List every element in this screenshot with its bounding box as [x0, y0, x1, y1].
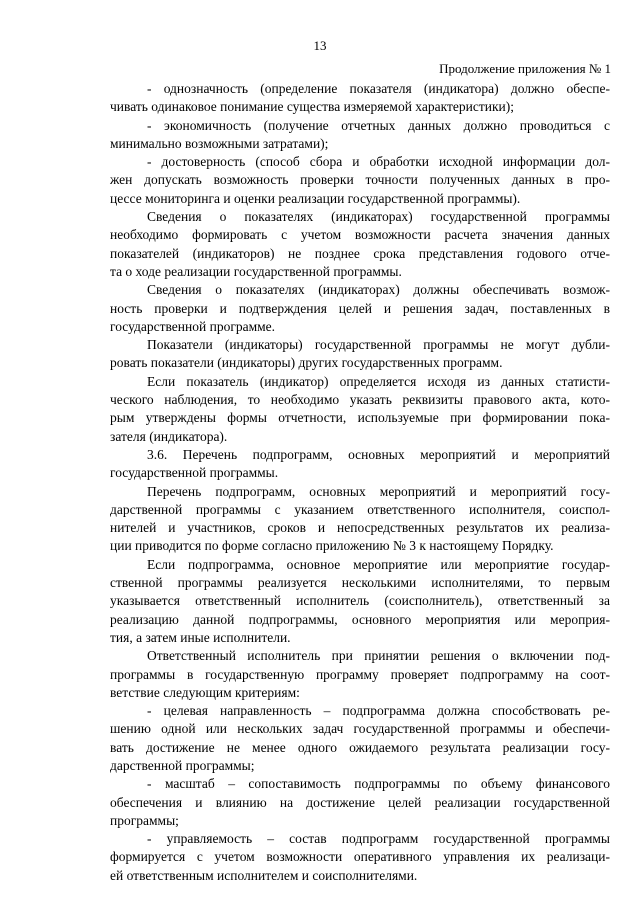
text-line: чивать одинаковое понимание существа измеряемой характеристики); [110, 99, 515, 115]
text-line: государственной программы. [110, 465, 279, 481]
text-line: шению одной или нескольких задач государственной программы и обеспечи- [110, 721, 610, 737]
text-line: ческого наблюдения, то необходимо указать реквизиты правового акта, кото- [110, 392, 610, 408]
text-line: Ответственный исполнитель при принятии решения о включении под- [147, 648, 610, 664]
text-line: дарственной программы; [110, 757, 255, 773]
text-line: вать достижение не менее одного ожидаемого результата реализации госу- [110, 739, 610, 755]
text-line: Показатели (индикаторы) государственной программы не могут дубли- [147, 337, 610, 353]
text-line: Если подпрограмма, основное мероприятие или мероприятие государ- [147, 556, 610, 572]
text-line: Перечень подпрограмм, основных мероприятий и мероприятий госу- [147, 483, 610, 499]
text-line: - масштаб – сопоставимость подпрограммы по объему финансового [147, 776, 610, 792]
text-line: зателя (индикатора). [110, 428, 228, 444]
text-line: - целевая направленность – подпрограмма должна способствовать ре- [147, 703, 610, 719]
text-line: - однозначность (определение показателя (индикатора) должно обеспе- [147, 81, 610, 96]
text-line: необходимо формировать с учетом возможности расчета значения данных [110, 227, 610, 243]
text-line: нителей и участников, сроков и непосредственных результатов их реализа- [110, 520, 610, 536]
text-line: рым утверждены формы отчетности, используемые при формировании пока- [110, 410, 610, 426]
text-line: Если показатель (индикатор) определяется исходя из данных статисти- [147, 373, 610, 389]
text-line: дарственной программы с указанием ответственного исполнителя, соиспол- [110, 501, 610, 517]
text-line: минимально возможными затратами); [110, 135, 329, 151]
page-number: 13 [313, 38, 327, 53]
text-line: обеспечения и влиянию на достижение целей реализации государственной [110, 794, 610, 810]
text-line: тия, а затем иные исполнители. [110, 629, 291, 645]
text-line: - управляемость – состав подпрограмм государственной программы [147, 831, 610, 847]
text-line: - достоверность (способ сбора и обработки исходной информации дол- [147, 154, 610, 170]
text-line: цессе мониторинга и оценки реализации государственной программы). [110, 190, 521, 206]
text-line: та о ходе реализации государственной программы. [110, 263, 402, 279]
text-line: Сведения о показателях (индикаторах) должны обеспечивать возмож- [147, 282, 610, 298]
text-line: ровать показатели (индикаторы) других государственных программ. [110, 355, 503, 371]
text-line: 3.6. Перечень подпрограмм, основных мероприятий и мероприятий [147, 446, 610, 462]
text-line: ность проверки и подтверждения целей и решения задач, поставленных в [110, 300, 610, 316]
text-line: указывается ответственный исполнитель (соисполнитель), ответственный за [110, 593, 610, 609]
text-line: ветствие следующим критериям: [110, 684, 300, 700]
text-line: формируется с учетом возможности оперативного управления их реализаци- [110, 849, 610, 865]
text-line: ственной программы реализуется несколькими исполнителями, то первым [110, 575, 610, 591]
appendix-continuation-label: Продолжение приложения № 1 [439, 61, 611, 76]
text-line: программы; [110, 812, 179, 828]
text-line: жен допускать возможность проверки точности полученных данных в про- [110, 172, 610, 188]
text-line: - экономичность (получение отчетных данных должно проводиться с [147, 117, 610, 133]
text-line: показателей (индикаторов) не позднее срока представления годового отче- [110, 245, 610, 261]
text-line: государственной программе. [110, 318, 276, 334]
text-line: ции приводится по форме согласно приложению № 3 к настоящему Порядку. [110, 538, 554, 554]
text-line: программы в государственную программу проверяет подпрограмму на соот- [110, 666, 610, 682]
text-line: реализацию данной подпрограммы, основного мероприятия или мероприя- [110, 611, 610, 627]
text-line: ей ответственным исполнителем и соисполнителями. [110, 867, 418, 883]
document-body [110, 80, 610, 885]
text-line: Сведения о показателях (индикаторах) государственной программы [147, 209, 610, 225]
